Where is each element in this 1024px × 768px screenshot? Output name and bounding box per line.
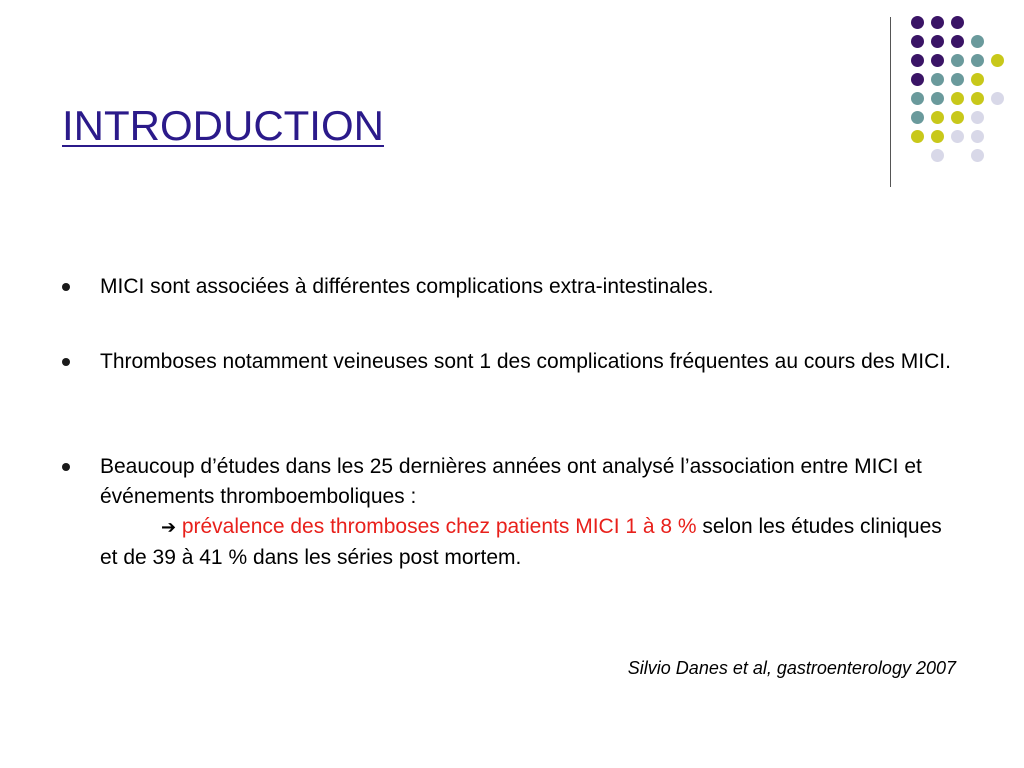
bullet-item [62, 452, 962, 512]
citation: Silvio Danes et al, gastroenterology 2007 [627, 658, 956, 678]
decor-dot [911, 130, 924, 143]
bullet-item [62, 272, 1000, 302]
bullet-item [62, 347, 1000, 377]
decorative-divider [890, 17, 891, 187]
bullet-group [62, 452, 962, 573]
bullet-dot-icon [62, 283, 70, 291]
decor-dot [911, 35, 924, 48]
decor-dot [971, 92, 984, 105]
decor-dot [911, 16, 924, 29]
decor-dot [991, 92, 1004, 105]
decor-dot [931, 73, 944, 86]
decor-dot [931, 111, 944, 124]
decor-dot [971, 54, 984, 67]
arrow-right-icon: ➔ [161, 517, 182, 538]
decor-dot [931, 149, 944, 162]
decor-dot [951, 35, 964, 48]
bullet-dot-icon [62, 358, 70, 366]
decor-dot [931, 16, 944, 29]
decor-dot [911, 92, 924, 105]
decor-dot [991, 54, 1004, 67]
decor-dot [971, 130, 984, 143]
decor-dot [971, 149, 984, 162]
decor-dot [911, 54, 924, 67]
decor-dot [931, 130, 944, 143]
decor-dot [951, 73, 964, 86]
sub-point-text: selon les études cliniques et de 39 à 41 % dans les séries post mortem. [100, 515, 942, 569]
decor-dot [951, 111, 964, 124]
decor-dot [931, 92, 944, 105]
bullet-text: Thromboses notamment veineuses sont 1 des complications fréquentes au cours des MICI. [100, 350, 951, 373]
prevalence-highlight: prévalence des thromboses chez patients MICI 1 à 8 % [181, 515, 697, 538]
decor-dot [931, 35, 944, 48]
decor-dot [911, 73, 924, 86]
decor-dot [971, 111, 984, 124]
decor-dot [951, 130, 964, 143]
bullet-text: Beaucoup d’études dans les 25 dernières années ont analysé l’association entre MICI et événements thromboemboliques : [100, 455, 922, 508]
sub-point [62, 512, 962, 573]
decor-dot [971, 73, 984, 86]
decor-dot [931, 54, 944, 67]
decor-dot [951, 54, 964, 67]
decor-dot [971, 35, 984, 48]
slide-title: INTRODUCTION [62, 102, 384, 149]
decor-dot [951, 92, 964, 105]
decor-dot [951, 16, 964, 29]
bullet-text: MICI sont associées à différentes complications extra-intestinales. [100, 275, 714, 298]
bullet-dot-icon [62, 463, 70, 471]
decor-dot [911, 111, 924, 124]
